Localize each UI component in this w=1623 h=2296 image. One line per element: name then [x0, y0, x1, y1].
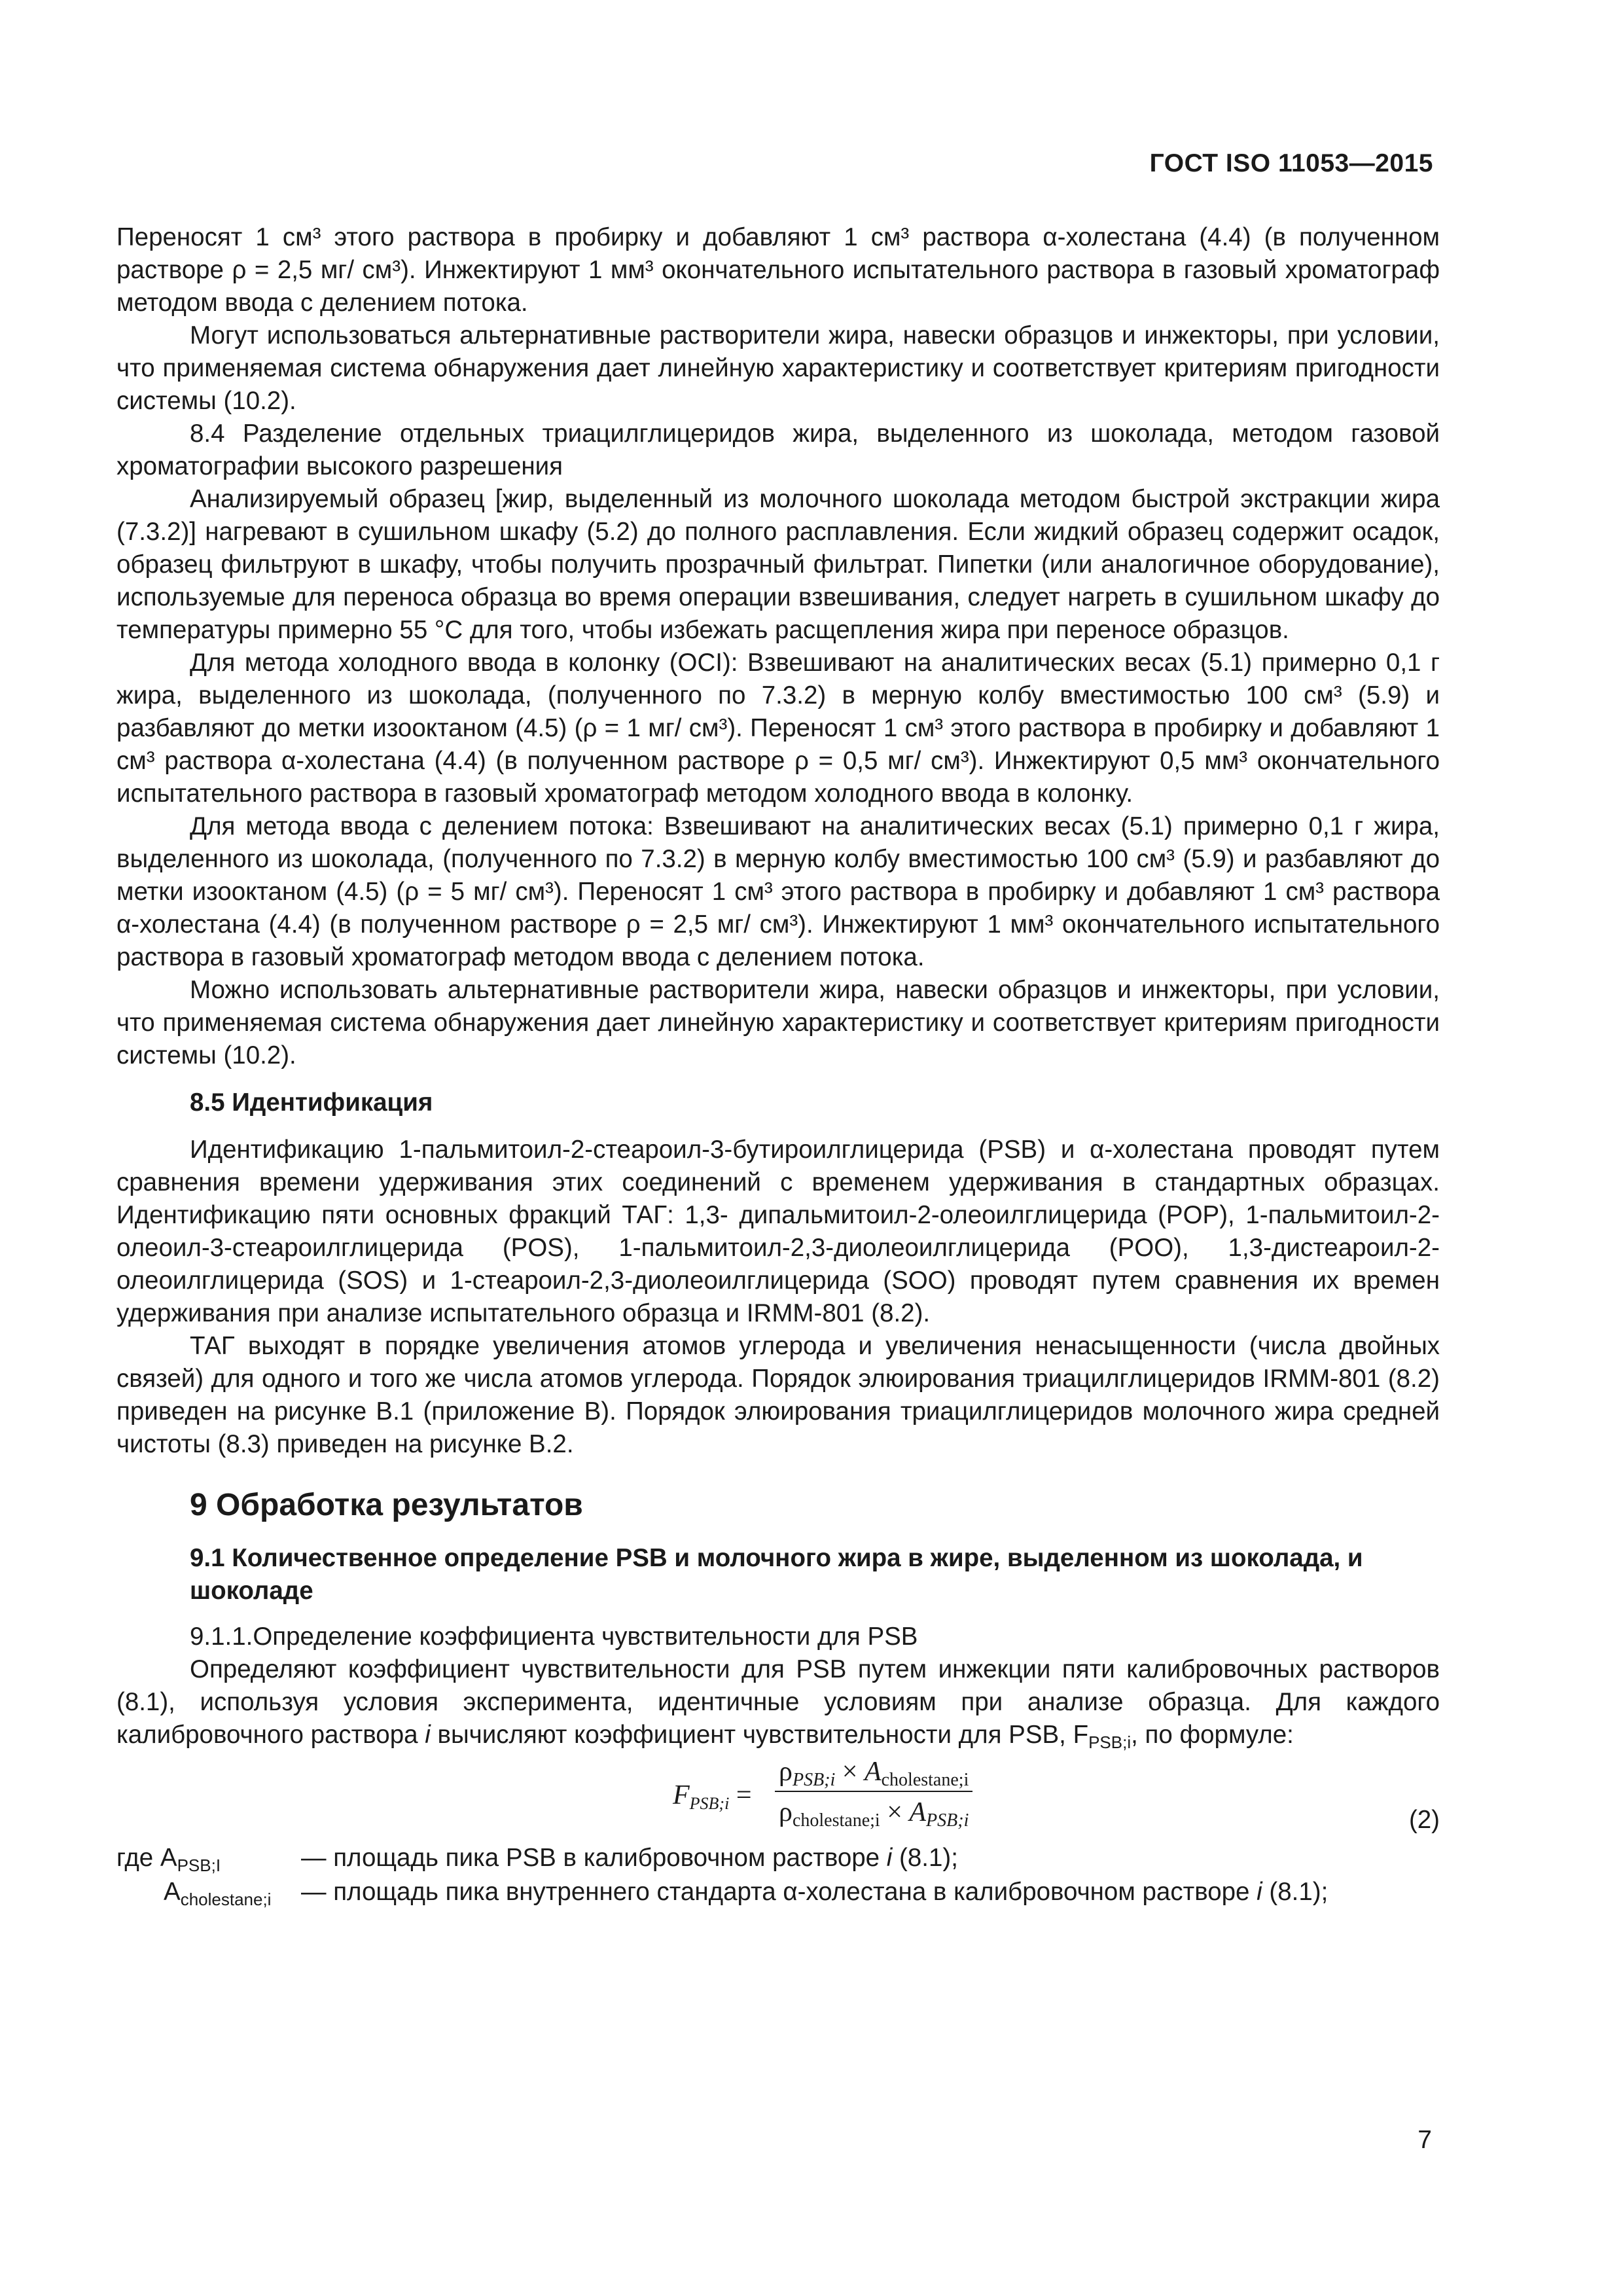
paragraph-p4: [116, 483, 1440, 647]
num-rho-sub: PSB;i: [792, 1770, 836, 1790]
text-p2: Могут использоваться альтернативные растворители жира, навески образцов и инжекторы, при условии, что применяемая система обнаружения дает линейную характеристику и соответствует критериям пригодности системы (10.2).: [116, 321, 1440, 415]
definition-tail: (8.1);: [1262, 1878, 1329, 1906]
text-p4: Анализируемый образец [жир, выделенный из молочного шоколада методом быстрой экстракции жира (7.3.2)] нагревают в сушильном шкафу (5.2) до полного расплавления. Если жидкий образец содержит осадок, образец фильтруют в шкафу, чтобы получить прозрачный фильтрат. Пипетки (или аналогичное оборудование), используемые для переноса образца во время операции взвешивания, следует нагреть в сушильном шкафу до температуры примерно 55 °С для того, чтобы избежать расщепления жира при переносе образцов.: [116, 485, 1440, 644]
paragraph-p5: [116, 647, 1440, 810]
paragraph-p7: [116, 974, 1440, 1072]
page-number: 7: [1418, 2126, 1432, 2154]
section-heading-8-5: 8.5 Идентификация: [190, 1088, 433, 1117]
paragraph-p8: [116, 1134, 1440, 1330]
definitions-list: [116, 1842, 1440, 1910]
document-header: ГОСТ ISO 11053—2015: [1149, 149, 1433, 177]
var-i: i: [425, 1721, 431, 1749]
section-heading-9: 9 Обработка результатов: [190, 1488, 583, 1522]
definition-desc: — площадь пика PSB в калибровочном растворе: [301, 1844, 887, 1872]
section-heading-9-1: 9.1 Количественное определение PSB и молочного жира в жире, выделенном из шоколада, и шоколаде: [190, 1544, 1363, 1605]
definition-tail: (8.1);: [892, 1844, 958, 1872]
paragraph-p10: 9.1.1.Определение коэффициента чувствительности для PSB: [190, 1623, 918, 1651]
definition-text: [301, 1842, 958, 1874]
den-rho: ρ: [779, 1797, 793, 1827]
text-p9: ТАГ выходят в порядке увеличения атомов углерода и увеличения ненасыщенности (числа двойных связей) для одного и того же числа атомов углерода. Порядок элюирования триацилглицеридов IRMM-801 (8.2) приведен на рисунке В.1 (приложение В). Порядок элюирования триацилглицеридов молочного жира средней чистоты (8.3) приведен на рисунке В.2.: [116, 1332, 1440, 1458]
formula-lhs-symbol: F: [673, 1780, 690, 1810]
text-p3: 8.4 Разделение отдельных триацилглицеридов жира, выделенного из шоколада, методом газовой хроматографии высокого разрешения: [116, 420, 1440, 480]
text-p8: Идентификацию 1-пальмитоил-2-стеароил-3-бутироилглицерида (PSB) и α-холестана проводят путем сравнения времени удерживания этих соединений с временем удерживания в стандартных образцах. Идентификацию пяти основных фракций ТАГ: 1,3- дипальмитоил-2-олеоилглицерида (POP), 1-пальмитоил-2-олеоил-3-стеароилглицерида (POS), 1-пальмитоил-2,3-диолеоилглицерида (POO), 1,3-дистеароил-2-олеоилглицерида (SOS) и 1-стеароил-2,3-диолеоилглицерида (SOO) проводят путем сравнения их времен удерживания при анализе испытательного образца и IRMM-801 (8.2).: [116, 1136, 1440, 1327]
formula-denominator: [775, 1792, 972, 1829]
num-a: A: [864, 1757, 882, 1787]
definition-subscript: PSB;I: [177, 1856, 221, 1875]
definition-a-cholestane: [116, 1876, 1440, 1910]
formula-number: (2): [1408, 1806, 1440, 1834]
den-a: A: [909, 1797, 927, 1827]
formula-2: [116, 1755, 1440, 1840]
den-times: ×: [887, 1797, 902, 1827]
paragraph-p2: [116, 319, 1440, 418]
definition-symbol: A: [160, 1844, 177, 1872]
formula-fraction: [775, 1755, 972, 1829]
text-p1: Переносят 1 см³ этого раствора в пробирку и добавляют 1 см³ раствора α-холестана (4.4) (в полученном растворе ρ = 2,5 мг/ см³). Инжектируют 1 мм³ окончательного испытательного раствора в газовый хроматограф методом ввода с делением потока.: [116, 223, 1440, 317]
paragraph-p1: [116, 221, 1440, 319]
definition-desc: — площадь пика внутреннего стандарта α-холестана в калибровочном растворе: [301, 1878, 1257, 1906]
formula-numerator: [775, 1755, 972, 1792]
definition-subscript: cholestane;i: [180, 1890, 272, 1909]
num-rho: ρ: [779, 1757, 793, 1787]
num-times: ×: [842, 1757, 858, 1787]
formula-lhs: [673, 1779, 752, 1812]
paragraph-p11: [116, 1653, 1440, 1751]
text-p6: Для метода ввода с делением потока: Взвешивают на аналитических весах (5.1) примерно 0,1 г жира, выделенного из шоколада, (полученного по 7.3.2) в мерную колбу вместимостью 100 см³ (5.9) и разбавляют до метки изооктаном (4.5) (ρ = 5 мг/ см³). Переносят 1 см³ этого раствора в пробирку и добавляют 1 см³ раствора α-холестана (4.4) (в полученном растворе ρ = 2,5 мг/ см³). Инжектируют 1 мм³ окончательного испытательного раствора в газовый хроматограф методом ввода с делением потока.: [116, 812, 1440, 971]
formula-equals: =: [729, 1780, 752, 1810]
paragraph-p6: [116, 810, 1440, 974]
definition-text: [301, 1876, 1328, 1909]
text-p11a: Определяют коэффициент чувствительности для PSB путем инжекции пяти калибровочных растворов (8.1), используя условия эксперимента, идентичные условиям при анализе образца. Для каждого калибровочного раствора: [116, 1655, 1440, 1749]
definition-prefix: где: [116, 1844, 160, 1872]
definition-term: [116, 1842, 221, 1874]
paragraph-p3: [116, 418, 1440, 483]
text-p11b: вычисляют коэффициент чувствительности для PSB, F: [437, 1721, 1089, 1749]
paragraph-p9: [116, 1330, 1440, 1461]
text-p5: Для метода холодного ввода в колонку (OCI): Взвешивают на аналитических весах (5.1) примерно 0,1 г жира, выделенного из шоколада, (полученного по 7.3.2) в мерную колбу вместимостью 100 см³ (5.9) и разбавляют до метки изооктаном (4.5) (ρ = 1 мг/ см³). Переносят 1 см³ этого раствора в пробирку и добавляют 1 см³ раствора α-холестана (4.4) (в полученном растворе ρ = 0,5 мг/ см³). Инжектируют 0,5 мм³ окончательного испытательного раствора в газовый хроматограф методом холодного ввода в колонку.: [116, 649, 1440, 808]
num-a-sub: cholestane;i: [881, 1770, 969, 1790]
definition-var: i: [886, 1844, 893, 1872]
text-p11c: , по формуле:: [1131, 1721, 1294, 1749]
den-a-sub: PSB;i: [926, 1810, 969, 1831]
definition-var: i: [1257, 1878, 1262, 1906]
text-p7: Можно использовать альтернативные растворители жира, навески образцов и инжекторы, при условии, что применяемая система обнаружения дает линейную характеристику и соответствует критериям пригодности системы (10.2).: [116, 976, 1440, 1069]
den-rho-sub: cholestane;i: [792, 1810, 880, 1831]
subscript-psb: PSB;i: [1088, 1732, 1132, 1752]
definition-a-psb: [116, 1842, 1440, 1876]
page-content: [116, 221, 1440, 1910]
definition-term: [164, 1876, 271, 1909]
formula-lhs-subscript: PSB;i: [689, 1794, 730, 1813]
definition-symbol: A: [164, 1878, 181, 1906]
